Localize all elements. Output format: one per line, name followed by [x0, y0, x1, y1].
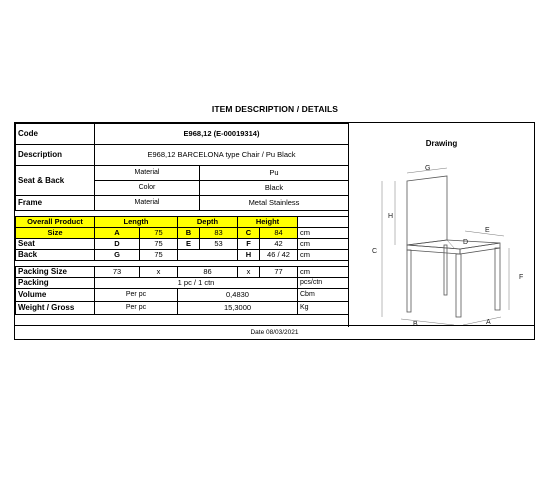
code-label: Code	[16, 124, 95, 145]
seat-dim-label: Seat	[16, 239, 95, 250]
seat-dim-row	[16, 239, 349, 250]
letter-f: F	[519, 274, 524, 281]
volume-unit: Cbm	[298, 289, 349, 302]
dimension-letters	[372, 165, 523, 327]
packing-size-unit: cm	[298, 267, 349, 278]
dim-f-letter: F	[238, 239, 260, 250]
chair-backrest	[407, 176, 447, 245]
seat-material-label: Material	[95, 166, 200, 181]
code-row	[16, 124, 349, 145]
packing-unit: pcs/ctn	[298, 278, 349, 289]
letter-g: G	[425, 165, 431, 172]
chair-drawing	[349, 161, 535, 327]
material-row	[16, 166, 349, 181]
packing-size-row	[16, 267, 349, 278]
letter-c: C	[372, 248, 378, 255]
weight-unit: Kg	[298, 302, 349, 315]
dimension-header-row	[16, 217, 349, 228]
dim-c-value: 84	[260, 228, 298, 239]
volume-label: Volume	[16, 289, 95, 302]
description-label: Description	[16, 145, 95, 166]
dim-d-letter: D	[95, 239, 140, 250]
dim-a-value: 75	[140, 228, 178, 239]
seat-color-value: Black	[200, 181, 349, 196]
letter-e: E	[485, 227, 490, 234]
seat-color-label: Color	[95, 181, 200, 196]
overall-size-label-line1: Overall Product	[16, 217, 95, 228]
overall-size-label-line2: Size	[16, 228, 95, 239]
dim-h-letter: H	[238, 250, 260, 261]
packing-row	[16, 278, 349, 289]
packing-size-x2: x	[238, 267, 260, 278]
height-header: Height	[238, 217, 298, 228]
depth-header: Depth	[178, 217, 238, 228]
volume-value: 0,4830	[178, 289, 298, 302]
weight-per: Per pc	[95, 302, 178, 315]
spec-table	[15, 123, 349, 315]
back-dim-label: Back	[16, 250, 95, 261]
chair-leg	[456, 254, 461, 317]
packing-size-width: 86	[178, 267, 238, 278]
dim-c-letter: C	[238, 228, 260, 239]
dim-b-value: 83	[200, 228, 238, 239]
description-value: E968,12 BARCELONA type Chair / Pu Black	[95, 145, 349, 166]
drawing-panel	[348, 123, 534, 327]
page-title: ITEM DESCRIPTION / DETAILS	[211, 104, 339, 114]
dim-d-value: 75	[140, 239, 178, 250]
letter-b: B	[413, 321, 418, 327]
overall-row	[16, 228, 349, 239]
dim-g-letter: G	[95, 250, 140, 261]
overall-unit: cm	[298, 228, 349, 239]
weight-row	[16, 302, 349, 315]
back-dim-row	[16, 250, 349, 261]
packing-size-label: Packing Size	[16, 267, 95, 278]
dim-e-value: 53	[200, 239, 238, 250]
volume-row	[16, 289, 349, 302]
dimension-lines	[382, 168, 509, 325]
length-header: Length	[95, 217, 178, 228]
seat-material-value: Pu	[200, 166, 349, 181]
description-row	[16, 145, 349, 166]
back-dim-unit: cm	[298, 250, 349, 261]
code-value: E968,12 (E-00019314)	[95, 124, 349, 145]
packing-size-height: 77	[260, 267, 298, 278]
dim-g-value: 75	[140, 250, 178, 261]
weight-value: 15,3000	[178, 302, 298, 315]
volume-per: Per pc	[95, 289, 178, 302]
dim-f-value: 42	[260, 239, 298, 250]
chair-leg	[495, 248, 500, 310]
letter-a: A	[486, 319, 491, 326]
seat-back-label: Seat & Back	[16, 166, 95, 196]
frame-material-value: Metal Stainless	[200, 196, 349, 211]
frame-material-label: Material	[95, 196, 200, 211]
packing-size-x1: x	[140, 267, 178, 278]
dim-e-letter: E	[178, 239, 200, 250]
drawing-label: Drawing	[425, 139, 458, 148]
weight-label: Weight / Gross	[16, 302, 95, 315]
dim-a-letter: A	[95, 228, 140, 239]
frame-label: Frame	[16, 196, 95, 211]
packing-size-length: 73	[95, 267, 140, 278]
date-footer: Date 08/03/2021	[15, 325, 534, 339]
packing-value: 1 pc / 1 ctn	[95, 278, 298, 289]
item-spec-sheet	[14, 122, 535, 340]
dim-h-value: 46 / 42	[260, 250, 298, 261]
chair-leg	[407, 250, 411, 312]
letter-h: H	[388, 213, 394, 220]
seat-dim-unit: cm	[298, 239, 349, 250]
dim-b-letter: B	[178, 228, 200, 239]
frame-row	[16, 196, 349, 211]
packing-label: Packing	[16, 278, 95, 289]
letter-d: D	[463, 239, 469, 246]
